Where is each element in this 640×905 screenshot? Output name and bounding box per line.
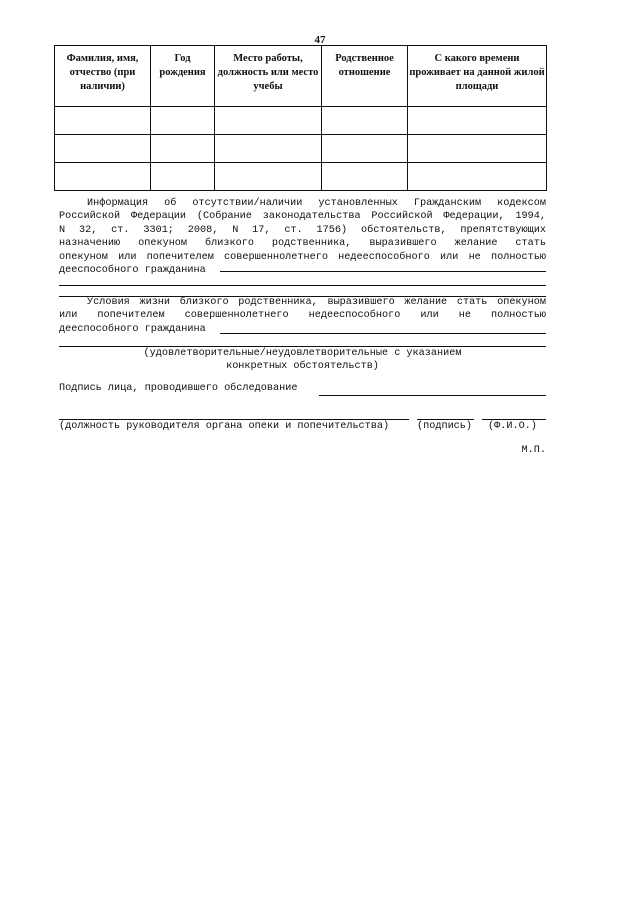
- conditions-caption: [59, 347, 546, 374]
- table-cell[interactable]: [322, 135, 408, 163]
- signature-caption: (подпись): [417, 421, 473, 432]
- table-cell[interactable]: [408, 107, 547, 135]
- signature-label: Подпись лица, проводившего обследование: [59, 383, 298, 394]
- conditions-caption-line-1: (удовлетворительные/неудовлетворительные с указанием: [143, 348, 462, 359]
- table-cell[interactable]: [215, 135, 322, 163]
- table-cell[interactable]: [408, 135, 547, 163]
- header-birth-year: Год рождения: [151, 46, 215, 107]
- conditions-caption-line-2: конкретных обстоятельств): [226, 361, 379, 373]
- info-line-1: Информация об отсутствии/наличии установленных Гражданским кодексом: [87, 198, 546, 209]
- header-residence-since: С какого времени проживает на данной жилой площади: [408, 46, 547, 107]
- living-conditions-paragraph: [59, 296, 546, 336]
- table-header-row: [55, 46, 547, 107]
- table-cell[interactable]: [55, 135, 151, 163]
- table-cell[interactable]: [151, 107, 215, 135]
- signature-fill-line[interactable]: [319, 395, 546, 396]
- table-cell[interactable]: [215, 163, 322, 191]
- living-fill-line[interactable]: [220, 333, 546, 334]
- name-caption: (Ф.И.О.): [488, 421, 537, 432]
- info-line-2: Российской Федерации (Собрание законодательства Российской Федерации, 1994,: [59, 211, 546, 223]
- stamp-mark: М.П.: [521, 445, 546, 456]
- info-fill-line[interactable]: [59, 285, 546, 286]
- info-line-4: назначению опекуном близкого родственника, выразившего желание стать: [59, 238, 546, 250]
- page-number: 47: [314, 34, 326, 46]
- table-cell[interactable]: [322, 163, 408, 191]
- table-cell[interactable]: [151, 135, 215, 163]
- table-row: [55, 135, 547, 163]
- table-cell[interactable]: [55, 163, 151, 191]
- info-line-3: N 32, ст. 3301; 2008, N 17, ст. 1756) обстоятельств, препятствующих: [59, 224, 546, 236]
- table-cell[interactable]: [151, 163, 215, 191]
- table-cell[interactable]: [322, 107, 408, 135]
- family-members-table: [54, 45, 547, 191]
- living-line-3: дееспособного гражданина: [59, 323, 206, 335]
- table-row: [55, 163, 547, 191]
- header-full-name: Фамилия, имя, отчество (при наличии): [55, 46, 151, 107]
- table-cell[interactable]: [215, 107, 322, 135]
- header-workplace: Место работы, должность или место учебы: [215, 46, 322, 107]
- living-line-2: или попечителем совершеннолетнего недееспособного или не полностью: [59, 310, 546, 322]
- info-line-6: дееспособного гражданина: [59, 265, 206, 277]
- info-line-5: опекуном или попечителем совершеннолетнего недееспособного или не полностью: [59, 251, 546, 263]
- header-relationship: Родственное отношение: [322, 46, 408, 107]
- table-cell[interactable]: [408, 163, 547, 191]
- info-paragraph: [59, 197, 546, 277]
- living-line-1: Условия жизни близкого родственника, выразившего желание стать опекуном: [87, 297, 546, 308]
- position-caption: (должность руководителя органа опеки и попечительства): [59, 421, 390, 432]
- table-cell[interactable]: [55, 107, 151, 135]
- info-fill-line[interactable]: [220, 271, 546, 272]
- table-row: [55, 107, 547, 135]
